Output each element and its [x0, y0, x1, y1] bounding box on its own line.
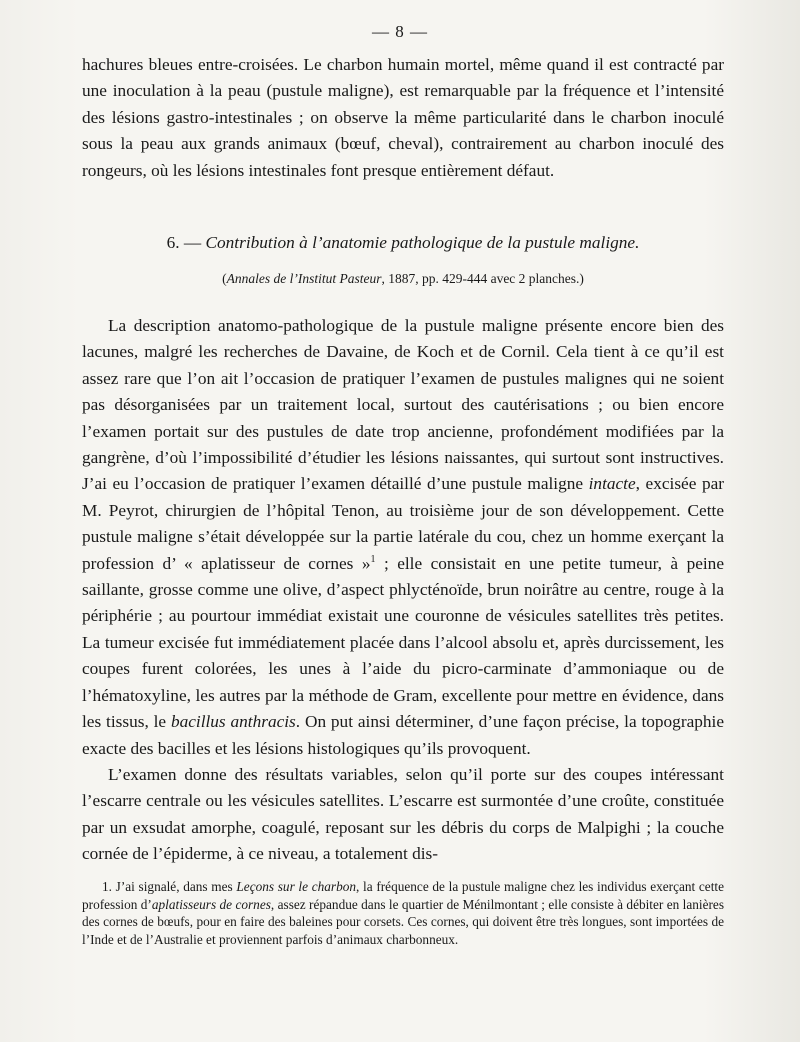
main-text — [82, 313, 724, 868]
footnote-number: 1. — [102, 879, 112, 894]
footnote-emphasis: aplatisseurs de cornes — [151, 896, 271, 912]
paragraph-1-part-a: La description anatomo-pathologique de la pustule maligne présente encore bien des lacunes, malgré les recherches de Davaine, de Koch et de Cornil. Cela tient à ce qu’il est assez rare que l’on ait l’occasion de pratiquer l’examen de pustules malignes qui ne soient pas désorganisées par un traitement local, surtout des cautérisations ; ou bien encore l’examen portait sur des pustules de date trop ancienne, profondément modifiées par la gangrène, d’où l’impossibilité d’étudier les lésions naissantes, qui surtout sont instructives. J’ai eu l’occasion de pratiquer l’examen détaillé d’une pustule maligne — [82, 316, 724, 494]
paragraph-1-part-c: ; elle consistait en une petite tumeur, à peine saillante, grosse comme une olive, d’aspect phlycténoïde, brun noirâtre au centre, rouge à la périphérie ; au pourtour immédiat existait une couronne de vésicules satellites très petites. La tumeur excisée fut immédiatement placée dans l’alcool absolu et, après durcissement, les coupes furent colorées, les unes à l’aide du picro-carminate d’ammoniaque ou de l’hématoxyline, les autres par la méthode de Gram, excellente pour mettre en évidence, dans les tissus, le — [82, 553, 724, 732]
paragraph-1 — [82, 313, 724, 762]
source-journal: Annales de l’Institut Pasteur — [226, 271, 382, 286]
emphasis-bacillus: bacillus anthracis — [170, 712, 296, 732]
footnote-part-a: J’ai signalé, dans mes — [111, 879, 237, 894]
footnote-part-c: , assez répandue dans le quartier de Ménilmontant ; elle consiste à débiter en lanières des cornes de bœufs, pour en faire des baleines pour corsets. Ces cornes, qui doivent être très longues, sont importées de l’Inde et de l’Australie et proviennent parfois d’animaux charbonneux. — [82, 896, 724, 947]
continuation-text: hachures bleues entre-croisées. Le charbon humain mortel, même quand il est contracté par une inoculation à la peau (pustule maligne), est remarquable par la fréquence et l’intensité des lésions gastro-intestinales ; on observe la même particularité dans le charbon inoculé sous la peau aux grands animaux (bœuf, cheval), contrairement au charbon inoculé des rongeurs, où les lésions intestinales font presque entièrement défaut. — [82, 55, 724, 180]
source-open: ( — [222, 271, 227, 286]
section-title: Contribution à l’anatomie pathologique de la pustule maligne. — [205, 233, 640, 252]
section-number: 6. — — [166, 233, 202, 252]
emphasis-intacte: intacte — [588, 474, 636, 494]
source-citation — [82, 271, 724, 287]
section-heading — [82, 233, 724, 253]
footnote-part-b: , la fréquence de la pustule maligne chez les individus exerçant cette profession d’ — [82, 879, 725, 912]
footnote — [82, 878, 724, 948]
footnote-1 — [82, 878, 724, 948]
continuation-paragraph — [82, 52, 724, 184]
footnote-ref: 1 — [370, 553, 376, 565]
footnote-book-title: Leçons sur le charbon — [236, 879, 357, 894]
paragraph-1-part-b: , excisée par M. Peyrot, chirurgien de l’hôpital Tenon, au troisième jour de son développement. Cette pustule maligne s’était développée sur la partie latérale du cou, chez un homme exerçant la profession d’ « aplatisseur de cornes » — [82, 474, 725, 573]
source-details: , 1887, pp. 429-444 avec 2 planches.) — [381, 271, 584, 286]
paragraph-1-part-d: . On put ainsi déterminer, d’une façon précise, la topographie exacte des bacilles et les lésions histologiques qu’ils provoquent. — [82, 712, 725, 758]
paragraph-2: L’examen donne des résultats variables, selon qu’il porte sur des coupes intéressant l’escarre centrale ou les vésicules satellites. L’escarre est surmontée d’une croûte, constituée par un exsudat amorphe, coagulé, reposant sur les débris du corps de Malpighi ; la couche cornée de l’épiderme, à ce niveau, a totalement dis- — [82, 764, 724, 864]
page-number: — 8 — — [372, 22, 428, 41]
